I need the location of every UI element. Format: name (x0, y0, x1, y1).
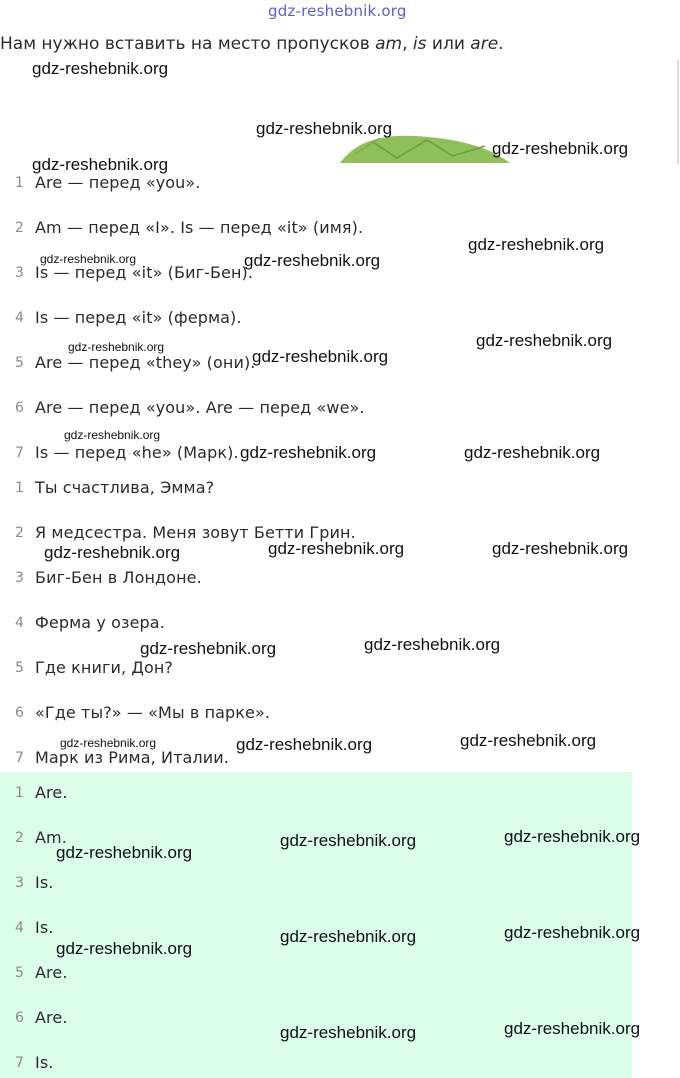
item-text: Марк из Рима, Италии. (35, 748, 229, 767)
item-text: Am — перед «I». Is — перед «it» (имя). (35, 218, 364, 237)
item-text: Is — перед «it» (ферма). (35, 308, 242, 327)
item-number: 2 (15, 830, 24, 846)
watermark: gdz-reshebnik.org (40, 252, 137, 266)
item-text: Is — перед «it» (Биг-Бен). (35, 263, 254, 282)
answer-text: Am. (35, 828, 67, 847)
answer-text: Is. (35, 873, 54, 892)
item-text: Are — перед «you». Are — перед «we». (35, 398, 365, 417)
watermark: gdz-reshebnik.org (68, 340, 165, 354)
item-number: 5 (15, 965, 24, 981)
watermark: gdz-reshebnik.org (64, 428, 161, 442)
item-number: 1 (15, 480, 24, 496)
item-number: 1 (15, 175, 24, 191)
item-number: 1 (15, 785, 24, 801)
item-number: 6 (15, 705, 24, 721)
watermark: gdz-reshebnik.org (504, 1019, 641, 1038)
watermark: gdz-reshebnik.org (240, 443, 377, 462)
watermark: gdz-reshebnik.org (492, 539, 629, 558)
item-number: 5 (15, 660, 24, 676)
watermark: gdz-reshebnik.org (236, 735, 373, 754)
watermark: gdz-reshebnik.org (56, 939, 193, 958)
item-number: 7 (15, 1055, 24, 1071)
item-text: Где книги, Дон? (35, 658, 173, 677)
watermark: gdz-reshebnik.org (244, 251, 381, 270)
watermark: gdz-reshebnik.org (56, 843, 193, 862)
item-text: Are — перед «they» (они). (35, 353, 256, 372)
item-number: 2 (15, 525, 24, 541)
watermark: gdz-reshebnik.org (460, 731, 597, 750)
item-number: 7 (15, 750, 24, 766)
item-number: 3 (15, 570, 24, 586)
item-text: Ты счастлива, Эмма? (35, 478, 215, 497)
item-number: 4 (15, 920, 24, 936)
watermark: gdz-reshebnik.org (492, 139, 629, 158)
watermark: gdz-reshebnik.org (32, 155, 169, 174)
watermark: gdz-reshebnik.org (268, 539, 405, 558)
item-number: 7 (15, 445, 24, 461)
scroll-divider (677, 60, 679, 164)
item-text: Ферма у озера. (35, 613, 165, 632)
watermark: gdz-reshebnik.org (504, 827, 641, 846)
watermark: gdz-reshebnik.org (504, 923, 641, 942)
item-number: 3 (15, 875, 24, 891)
watermark: gdz-reshebnik.org (280, 831, 417, 850)
watermark: gdz-reshebnik.org (252, 347, 389, 366)
item-number: 3 (15, 265, 24, 281)
watermark: gdz-reshebnik.org (468, 235, 605, 254)
item-text: «Где ты?» — «Мы в парке». (35, 703, 271, 722)
item-number: 4 (15, 615, 24, 631)
answer-text: Is. (35, 1053, 54, 1072)
watermark: gdz-reshebnik.org (364, 635, 501, 654)
watermark: gdz-reshebnik.org (60, 736, 157, 750)
item-number: 4 (15, 310, 24, 326)
answer-text: Are. (35, 963, 68, 982)
answer-text: Are. (35, 783, 68, 802)
answer-text: Is. (35, 918, 54, 937)
item-number: 2 (15, 220, 24, 236)
site-header-link[interactable]: gdz-reshebnik.org (268, 2, 407, 20)
watermark: gdz-reshebnik.org (464, 443, 601, 462)
item-number: 5 (15, 355, 24, 371)
watermark: gdz-reshebnik.org (140, 639, 277, 658)
watermark: gdz-reshebnik.org (256, 119, 393, 138)
watermark: gdz-reshebnik.org (280, 1023, 417, 1042)
watermark: gdz-reshebnik.org (44, 543, 181, 562)
item-text: Биг-Бен в Лондоне. (35, 568, 202, 587)
item-number: 6 (15, 400, 24, 416)
item-text: Is — перед «he» (Марк). (35, 443, 239, 462)
watermark: gdz-reshebnik.org (476, 331, 613, 350)
intro-text: Нам нужно вставить на место пропусков am, is или are. (0, 34, 504, 54)
watermark: gdz-reshebnik.org (32, 59, 169, 78)
item-text: Я медсестра. Меня зовут Бетти Грин. (35, 523, 356, 542)
answer-text: Are. (35, 1008, 68, 1027)
watermark: gdz-reshebnik.org (280, 927, 417, 946)
item-text: Are — перед «you». (35, 173, 201, 192)
item-number: 6 (15, 1010, 24, 1026)
